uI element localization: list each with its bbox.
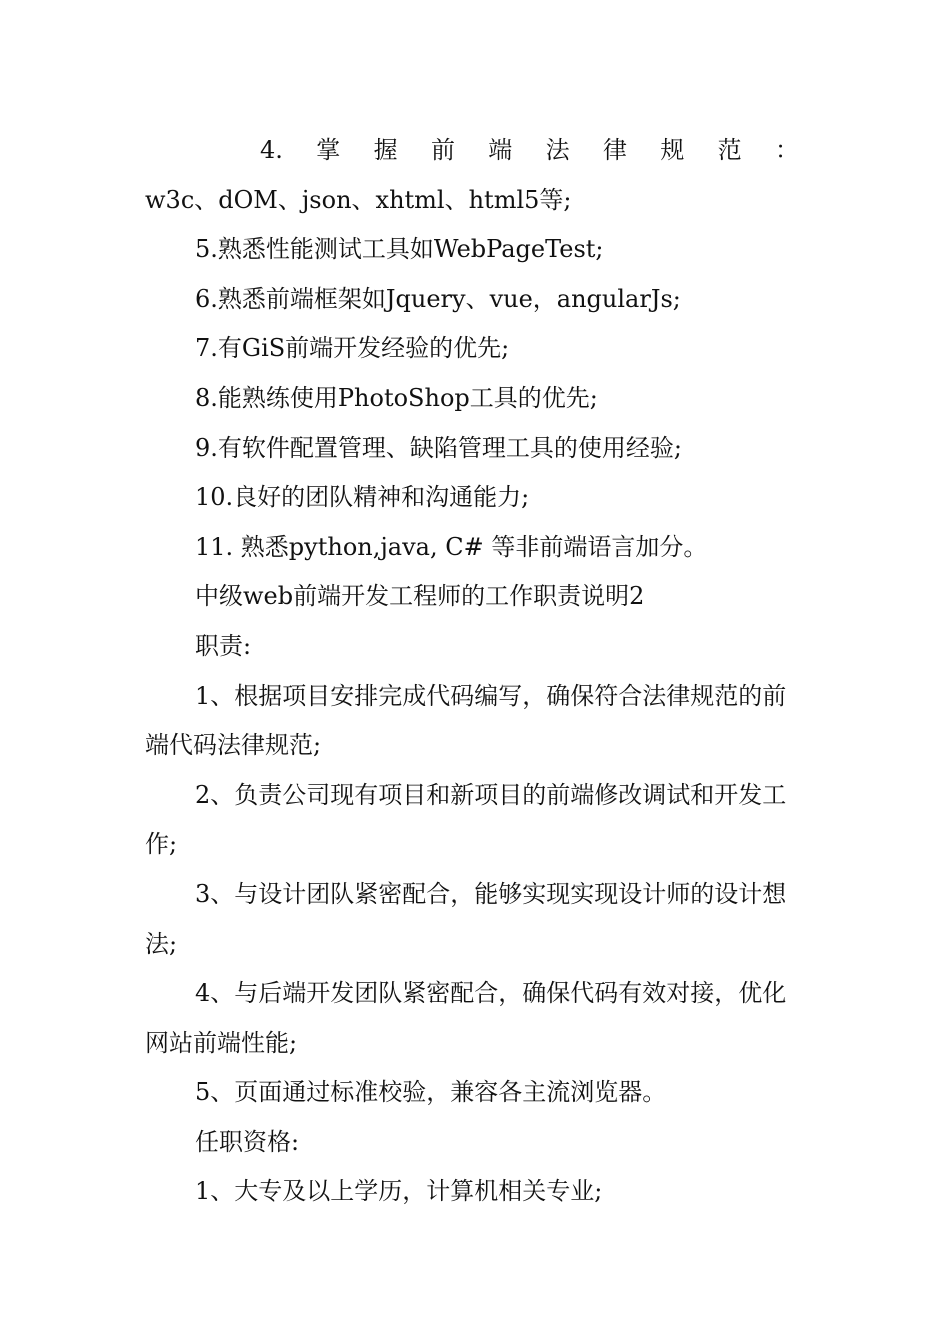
spread-token: 范: [717, 136, 742, 164]
subheading-duties: 职责:: [195, 631, 252, 660]
spread-token: ：: [775, 136, 799, 164]
subheading-qualifications: 任职资格:: [195, 1127, 300, 1156]
document-body: [145, 126, 805, 1217]
list-item: 4、与后端开发团队紧密配合，确保代码有效对接，优化网站前端性能;: [145, 979, 787, 1057]
list-item: 1、根据项目安排完成代码编写，确保符合法律规范的前端代码法律规范;: [145, 681, 787, 760]
list-item: 1、大专及以上学历，计算机相关专业;: [195, 1177, 603, 1206]
spread-token: 规: [660, 136, 685, 164]
spread-token: 掌: [316, 136, 341, 164]
spread-token: 法: [545, 136, 570, 164]
list-item: 3、与设计团队紧密配合，能够实现实现设计师的设计想法;: [145, 879, 787, 958]
spread-token: 前: [430, 136, 455, 164]
spread-token: 律: [602, 136, 627, 164]
section-heading: 中级web前端开发工程师的工作职责说明2: [195, 582, 645, 611]
list-item: 6.熟悉前端框架如Jquery、vue，angularJs;: [195, 284, 681, 313]
spread-token: 端: [488, 136, 513, 164]
spread-token: 4.: [260, 136, 283, 164]
list-item: 2、负责公司现有项目和新项目的前端修改调试和开发工作;: [145, 780, 787, 859]
paragraph-line: w3c、dOM、json、xhtml、html5等;: [145, 185, 572, 214]
list-item: 10.良好的团队精神和沟通能力;: [195, 483, 530, 512]
list-item: 5.熟悉性能测试工具如WebPageTest;: [195, 235, 604, 264]
list-item: 11. 熟悉python,java, C# 等非前端语言加分。: [195, 532, 708, 561]
list-item: 9.有软件配置管理、缺陷管理工具的使用经验;: [195, 433, 682, 462]
list-item: 5、页面通过标准校验，兼容各主流浏览器。: [195, 1078, 667, 1107]
spread-token: 握: [373, 136, 398, 164]
list-item: 7.有GiS前端开发经验的优先;: [195, 334, 510, 363]
paragraph-line-spread: [145, 126, 805, 176]
list-item: 8.能熟练使用PhotoShop工具的优先;: [195, 383, 598, 412]
